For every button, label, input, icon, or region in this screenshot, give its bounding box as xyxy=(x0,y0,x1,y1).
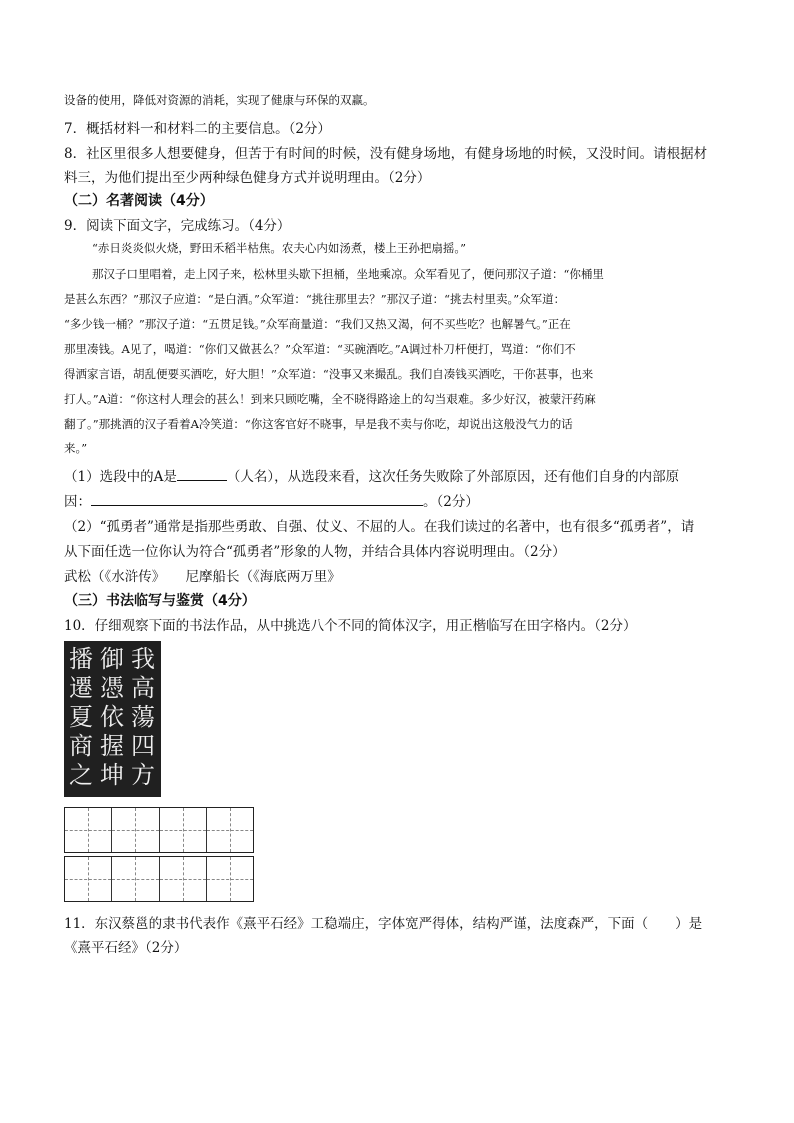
passage-line: 得洒家言语，胡乱便要买酒吃，好大胆！”众军道：“没事又来撮乱。我们自凑钱买酒吃，干你甚事，也来 xyxy=(64,367,594,381)
subquestion-1-text: 因： xyxy=(64,494,91,510)
passage-line: 那汉子口里唱着，走上冈子来，松林里头歇下担桶，坐地乘凉。众军看见了，便问那汉子道：“你桶里 xyxy=(92,267,604,281)
calligraphy-column: 我高蕩四方 xyxy=(131,645,155,789)
subquestion-2-line-1: （2）“孤勇者”通常是指那些勇敢、自强、仗义、不屈的人。在我们读过的名著中，也有很多“孤勇者”，请 xyxy=(64,519,695,535)
question-10: 10．仔细观察下面的书法作品，从中挑选八个不同的简体汉字，用正楷临写在田字格内。（2分） xyxy=(64,618,637,634)
tianzige-cell[interactable] xyxy=(112,857,159,901)
tianzige-cell[interactable] xyxy=(65,808,112,852)
question-8-line-1: 8．社区里很多人想要健身，但苦于有时间的时候，没有健身场地，有健身场地的时候，又没时间。请根据材 xyxy=(64,146,708,162)
tianzige-cell[interactable] xyxy=(65,857,112,901)
question-11-line-2: 《熹平石经》（2分） xyxy=(64,940,188,956)
passage-line: 翻了。”那挑酒的汉子看着A冷笑道：“你这客官好不晓事，早是我不卖与你吃，却说出这般没气力的话 xyxy=(64,417,573,431)
answer-blank-name[interactable] xyxy=(177,466,227,481)
question-11-line-1: 11．东汉蔡邕的隶书代表作《熹平石经》工稳端庄，字体宽严得体，结构严谨，法度森严，下面（ ）是 xyxy=(64,916,703,932)
passage-line: 是甚么东西？”那汉子应道：“是白酒。”众军道：“挑往那里去？”那汉子道：“挑去村里卖。”众军道： xyxy=(64,292,566,306)
tianzige-cell[interactable] xyxy=(112,808,159,852)
character-choices: 武松（《水浒传》 尼摩船长（《海底两万里》 xyxy=(64,569,341,585)
section-heading-classics: （二）名著阅读（4分） xyxy=(64,193,214,209)
tianzige-grid-row-1 xyxy=(64,807,254,853)
passage-line: 打人。”A道：“你这村人理会的甚么！到来只顾吃嘴，全不晓得路途上的勾当艰难。多少好汉，被蒙汗药麻 xyxy=(64,392,596,406)
tianzige-cell[interactable] xyxy=(160,857,207,901)
subquestion-1-line-2 xyxy=(64,490,744,510)
material-text-end: 设备的使用，降低对资源的消耗，实现了健康与环保的双赢。 xyxy=(64,93,375,107)
question-8-line-2: 料三，为他们提出至少两种绿色健身方式并说明理由。（2分） xyxy=(64,170,431,186)
subquestion-1-text: （人名），从选段来看，这次任务失败除了外部原因，还有他们自身的内部原 xyxy=(226,469,680,485)
passage-poem: “赤日炎炎似火烧，野田禾稻半枯焦。农夫心内如汤煮，楼上王孙把扇摇。” xyxy=(92,241,467,255)
passage-line: 来。” xyxy=(64,441,88,455)
tianzige-cell[interactable] xyxy=(207,808,253,852)
question-7: 7．概括材料一和材料二的主要信息。（2分） xyxy=(64,121,331,137)
question-9: 9．阅读下面文字，完成练习。（4分） xyxy=(64,218,291,234)
tianzige-cell[interactable] xyxy=(160,808,207,852)
calligraphy-column: 播遷夏商之 xyxy=(69,645,93,789)
passage-line: “多少钱一桶？”那汉子道：“五贯足钱。”众军商量道：“我们又热又渴，何不买些吃？也解暑气。”正在 xyxy=(64,317,571,331)
answer-blank-reason[interactable] xyxy=(91,491,423,506)
tianzige-cell[interactable] xyxy=(207,857,253,901)
subquestion-1-text: （1）选段中的A是 xyxy=(64,469,177,485)
tianzige-grid-row-2 xyxy=(64,856,254,902)
subquestion-1-line-1 xyxy=(64,465,744,485)
subquestion-2-line-2: 从下面任选一位你认为符合“孤勇者”形象的人物，并结合具体内容说明理由。（2分） xyxy=(64,544,566,560)
calligraphy-column: 御憑依握坤 xyxy=(100,645,124,789)
subquestion-1-score: 。（2分） xyxy=(423,494,479,510)
passage-line: 那里凑钱。A见了，喝道：“你们又做甚么？”众军道：“买碗酒吃。”A调过朴刀杆便打，骂道：“你们不 xyxy=(64,342,576,356)
calligraphy-artwork xyxy=(64,641,161,797)
section-heading-calligraphy: （三）书法临写与鉴赏（4分） xyxy=(64,593,256,609)
